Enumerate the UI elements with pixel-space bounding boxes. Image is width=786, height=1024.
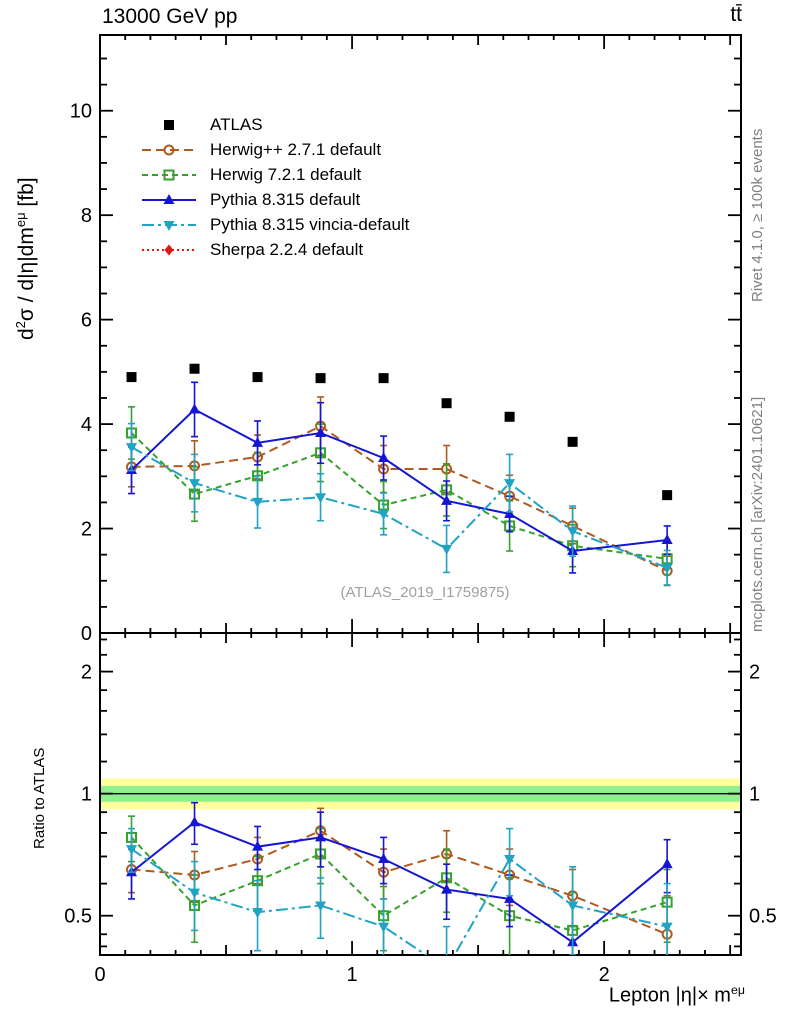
svg-text:4: 4 [80, 414, 92, 437]
legend-item-atlas [141, 112, 409, 137]
svg-text:0: 0 [80, 623, 92, 645]
svg-text:2: 2 [80, 661, 92, 684]
rivet-version-note: Rivet 4.1.0, ≥ 100k events [749, 128, 766, 302]
legend-label: Sherpa 2.2.4 default [210, 239, 364, 259]
legend-marker-pythia-8-315-vincia-default [141, 216, 197, 234]
svg-text:0.5: 0.5 [749, 905, 777, 928]
svg-text:1: 1 [346, 964, 358, 986]
svg-text:2: 2 [80, 518, 92, 541]
legend-item-herwig-7-2-1-default [141, 162, 409, 187]
svg-text:2: 2 [598, 964, 610, 986]
ratio-y-axis-label: Ratio to ATLAS [31, 747, 48, 849]
legend-item-herwig-2-7-1-default [141, 137, 409, 162]
legend-label: Pythia 8.315 default [210, 189, 361, 209]
legend-marker-pythia-8-315-default [141, 191, 197, 209]
x-axis-label: Lepton $|\eta|\times m^{e\mu}$ [608, 983, 745, 1007]
main-y-axis-label: $d^2\sigma / d|\eta|dm^{e\mu}$ [fb] [13, 177, 38, 340]
svg-text:0.5: 0.5 [64, 905, 92, 928]
legend-marker-atlas [141, 116, 197, 134]
legend-item-pythia-8-315-vincia-default [141, 212, 409, 237]
legend-item-sherpa-2-2-4-default [141, 237, 409, 262]
process-title: tt̄ [730, 3, 742, 26]
svg-text:6: 6 [80, 309, 92, 332]
series-atlas [127, 364, 673, 500]
svg-text:10: 10 [69, 100, 92, 123]
series-pythia-8-315-default [126, 803, 673, 995]
svg-text:2: 2 [749, 661, 761, 684]
series-herwig-2-7-1-default [127, 397, 672, 586]
legend-label: Pythia 8.315 vincia-default [210, 214, 410, 234]
legend [141, 112, 409, 262]
svg-text:0: 0 [94, 964, 106, 986]
legend-item-pythia-8-315-default [141, 187, 409, 212]
legend-marker-herwig-2-7-1-default [141, 141, 197, 159]
series-pythia-8-315-default [126, 382, 673, 573]
legend-label: Herwig 7.2.1 default [210, 164, 362, 184]
svg-text:1: 1 [80, 783, 92, 806]
legend-label: Herwig++ 2.7.1 default [210, 139, 382, 159]
beam-energy-title: 13000 GeV pp [102, 5, 238, 28]
series-herwig-2-7-1-default [127, 808, 672, 983]
mcplots-reference-note: mcplots.cern.ch [arXiv:2401.10621] [749, 396, 766, 632]
legend-marker-herwig-7-2-1-default [141, 166, 197, 184]
svg-text:8: 8 [80, 205, 92, 228]
analysis-id-watermark: (ATLAS_2019_I1759875) [340, 584, 510, 601]
series-pythia-8-315-vincia-default [126, 424, 673, 585]
legend-label: ATLAS [210, 114, 263, 134]
legend-marker-sherpa-2-2-4-default [141, 241, 197, 259]
svg-text:1: 1 [749, 783, 761, 806]
